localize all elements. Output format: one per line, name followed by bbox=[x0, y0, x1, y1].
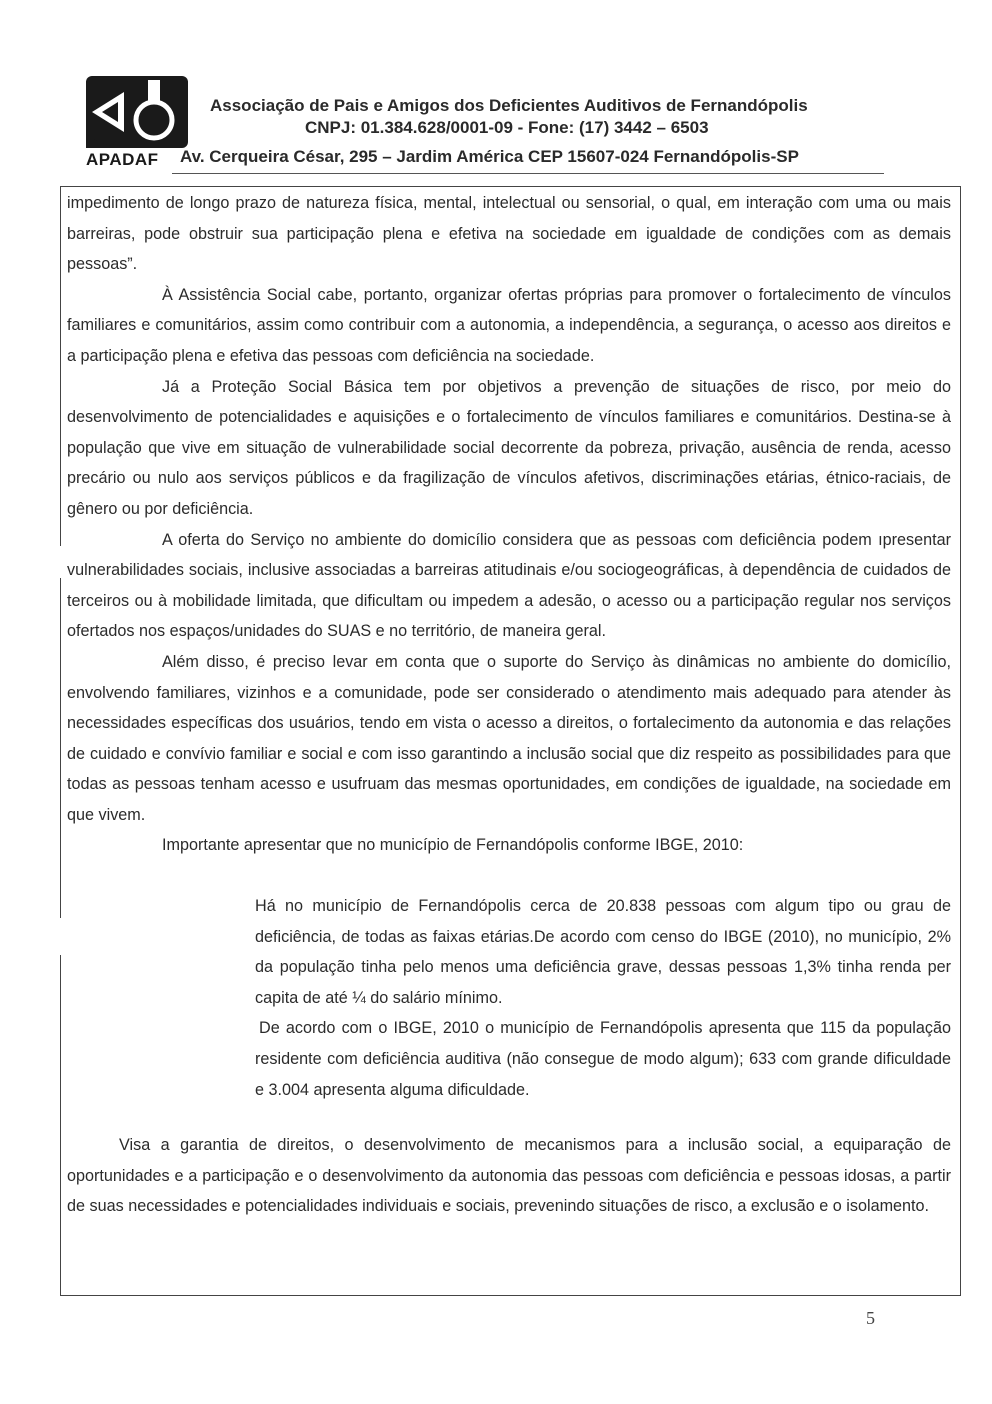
body-text bbox=[67, 188, 951, 1222]
header-divider bbox=[172, 173, 884, 174]
paragraph-protecao-social-basica: Já a Proteção Social Básica tem por objetivos a prevenção de situações de risco, por meio do desenvolvimento de potencialidades e aquisições e o fortalecimento de vínculos familiares e comunitários. Destina-se à população que vive em situação de vulnerabilidade social decorrente da pobreza, privação, ausência de renda, acesso precário ou nulo aos serviços públicos e da fragilização de vínculos afetivos, discriminações etárias, étnico-raciais, de gênero ou por deficiência. bbox=[67, 377, 951, 518]
paragraph-oferta-servico: A oferta do Serviço no ambiente do domicílio considera que as pessoas com deficiência podem ıpresentar vulnerabilidades sociais, inclusive associadas a barreiras atitudinais e/ou sociogeográficas, à dependência de cuidados de terceiros ou à mobilidade limitada, que dificultam ou impedem a adesão, o acesso ou a participação regular nos serviços ofertados nos espaços/unidades do SUAS e no território, de maneira geral. bbox=[67, 530, 951, 641]
page-number: 5 bbox=[866, 1308, 875, 1328]
logo-wordmark: APADAF bbox=[86, 150, 159, 169]
frame-left-border bbox=[60, 186, 61, 546]
paragraph-assistencia-social: À Assistência Social cabe, portanto, organizar ofertas próprias para promover o fortalecimento de vínculos familiares e comunitários, assim como contribuir com a autonomia, a independência, a segurança, o acesso aos direitos e a participação plena e efetiva das pessoas com deficiência na sociedade. bbox=[67, 285, 951, 365]
paragraph-importante: Importante apresentar que no município de Fernandópolis conforme IBGE, 2010: bbox=[162, 836, 744, 855]
paragraph-continuation: impedimento de longo prazo de natureza física, mental, intelectual ou sensorial, o qual, em interação com uma ou mais barreiras, pode obstruir sua participação plena e efetiva na sociedade em igualdade de condições com as demais pessoas”. bbox=[67, 194, 951, 274]
block-quote: Há no município de Fernandópolis cerca de 20.838 pessoas com algum tipo ou grau de deficiência, de todas as faixas etárias.De acordo com censo do IBGE (2010), no município, 2% da população tinha pelo menos uma deficiência grave, dessas pessoas 1,3% tinha renda per capita de até ¼ do salário mínimo. bbox=[255, 897, 951, 1007]
organization-name: Associação de Pais e Amigos dos Deficientes Auditivos de Fernandópolis bbox=[210, 96, 808, 115]
block-quote: De acordo com o IBGE, 2010 o município de Fernandópolis apresenta que 115 da população residente com deficiência auditiva (não consegue de modo algum); 633 com grande dificuldade e 3.004 apresenta alguma dificuldade. bbox=[255, 1019, 951, 1099]
cnpj-phone: CNPJ: 01.384.628/0001-09 - Fone: (17) 3442 – 6503 bbox=[305, 118, 709, 137]
paragraph-alem-disso: Além disso, é preciso levar em conta que o suporte do Serviço às dinâmicas no ambiente do domicílio, envolvendo familiares, vizinhos e a comunidade, pode ser considerado o atendimento mais adequado para atender às necessidades específicas dos usuários, tendo em vista o acesso a direitos, o fortalecimento da autonomia e das relações de cuidado e convívio familiar e social e com isso garantindo a inclusão social que diz respeito as possibilidades para que todas as pessoas tenham acesso e usufruam das mesmas oportunidades, em condições de igualdade, na sociedade em que vivem. bbox=[67, 652, 951, 824]
address: Av. Cerqueira César, 295 – Jardim América CEP 15607-024 Fernandópolis-SP bbox=[180, 147, 799, 166]
frame-left-border bbox=[60, 955, 61, 1295]
paragraph-visa: Visa a garantia de direitos, o desenvolvimento de mecanismos para a inclusão social, a equiparação de oportunidades e a participação e o desenvolvimento da autonomia das pessoas com deficiência e pessoas idosas, a partir de suas necessidades e potencialidades individuais e sociais, prevenindo situações de risco, a exclusão e o isolamento. bbox=[67, 1136, 951, 1216]
frame-left-border bbox=[60, 578, 61, 918]
apadaf-logo bbox=[84, 74, 190, 150]
